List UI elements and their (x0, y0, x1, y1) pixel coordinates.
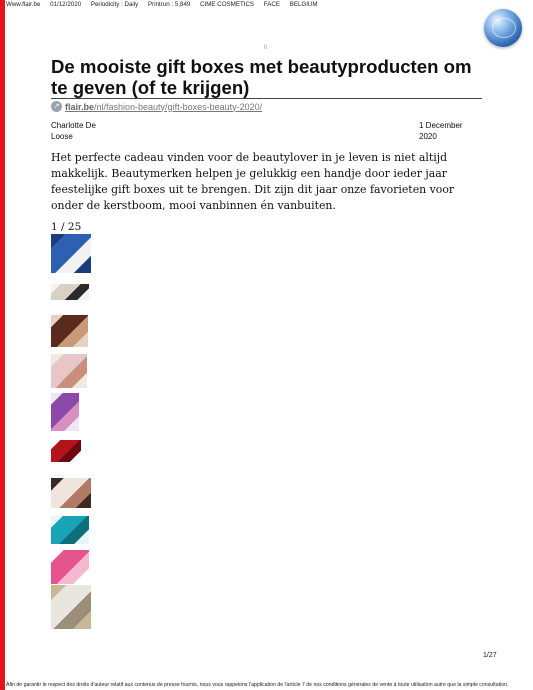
article-author: Charlotte De Loose (51, 121, 96, 141)
gift-box-6-image[interactable] (51, 440, 81, 462)
clipping-date: 01/12/2020 (50, 1, 82, 8)
url-domain: flair.be (65, 101, 95, 112)
press-clipping-header (6, 1, 326, 8)
gift-box-2-image[interactable] (51, 284, 89, 300)
left-red-margin-bar (0, 0, 5, 690)
page-marker: 0 (264, 45, 268, 51)
source-site: Www.flair.be (6, 1, 41, 8)
article-title: De mooiste gift boxes met beautyproducten om te geven (of te krijgen) (51, 56, 472, 98)
article-url-link[interactable] (65, 102, 262, 112)
gift-box-5-image[interactable] (51, 393, 79, 431)
gift-box-4-image[interactable] (51, 354, 87, 388)
gift-box-7-image[interactable] (51, 478, 91, 508)
article-lead-paragraph: Het perfecte cadeau vinden voor de beautylover in je leven is niet altijd makkelijk. Beautymerken helpen je gelukkig een handje door ieder jaar feestelijke gift boxes uit te brengen. Dit zijn dit jaar onze favorieten voor onder de kerstboom, mooi vanbinnen én vanbuiten. (51, 151, 455, 212)
client-name: CIME COSMETICS (200, 1, 255, 8)
gift-box-8-image[interactable] (51, 516, 89, 544)
link-icon: ↗ (51, 101, 62, 112)
gift-box-3-image[interactable] (51, 315, 88, 347)
printrun: Printrun : 5,849 (148, 1, 191, 8)
copyright-disclaimer: Afin de garantir le respect des droits d'auteur relatif aux contenus de presse fournis, nous vous rappelons l'application de l'article 7 de nos conditions générales de vente à toute utilisation autre que la simple consultation. (6, 682, 509, 688)
url-path: /nl/fashion-beauty/gift-boxes-beauty-2020/ (94, 101, 263, 112)
topic: FACE (263, 1, 280, 8)
article-date: 1 December 2020 (419, 121, 463, 141)
slide-counter: 1 / 25 (51, 221, 82, 233)
globe-logo-icon (484, 9, 522, 47)
country: BELGIUM (289, 1, 318, 8)
title-divider (51, 98, 482, 99)
gift-box-9-image[interactable] (51, 550, 89, 584)
article-url-row[interactable] (51, 101, 262, 112)
gift-box-10-image[interactable] (51, 585, 91, 629)
periodicity: Periodicity : Daily (90, 1, 139, 8)
page-number: 1/27 (483, 652, 497, 659)
gift-box-1-image[interactable] (51, 234, 91, 273)
